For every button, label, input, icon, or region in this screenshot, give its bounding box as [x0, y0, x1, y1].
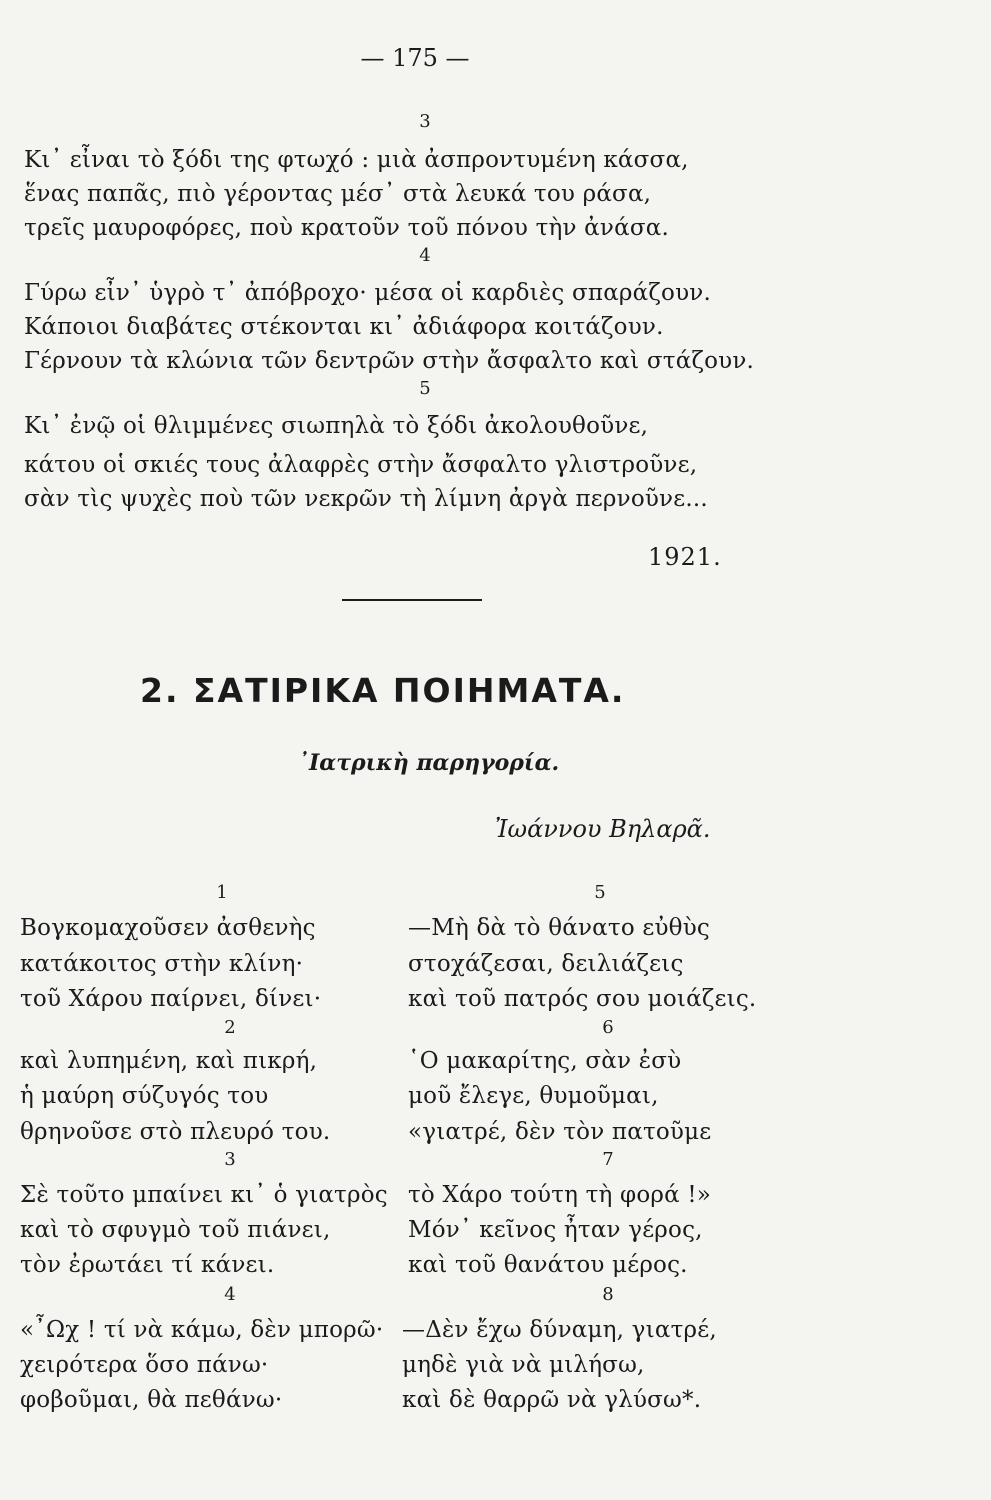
verse-line: μοῦ ἔλεγε, θυμοῦμαι, [408, 1083, 659, 1109]
stanza-number: 3 [419, 111, 431, 132]
verse-line: ἕνας παπᾶς, πιὸ γέροντας μέσ᾿ στὰ λευκά του ράσα, [24, 181, 652, 207]
verse-line: Κι᾿ ἐνῷ οἱ θλιμμένες σιωπηλὰ τὸ ξόδι ἀκολουθοῦνε, [24, 413, 649, 439]
verse-line: Γύρω εἶν᾿ ὑγρὸ τ᾿ ἀπόβροχο· μέσα οἱ καρδιὲς σπαράζουν. [24, 280, 711, 306]
verse-line: ῾Ο μακαρίτης, σὰν ἐσὺ [408, 1048, 682, 1074]
verse-line: θρηνοῦσε στὸ πλευρό του. [20, 1119, 331, 1145]
stanza-number: 4 [419, 245, 431, 266]
section-heading: 2. ΣΑΤΙΡΙΚΑ ΠΟΙΗΜΑΤΑ. [140, 671, 626, 710]
verse-line: καὶ δὲ θαρρῶ νὰ γλύσω*. [402, 1387, 702, 1413]
verse-line: καὶ τὸ σφυγμὸ τοῦ πιάνει, [20, 1217, 331, 1243]
page-number: — 175 — [360, 44, 470, 72]
stanza-number: 5 [594, 882, 606, 903]
section-divider [342, 599, 482, 601]
verse-line: χειρότερα ὅσο πάνω· [20, 1352, 269, 1378]
stanza-number: 3 [224, 1149, 236, 1170]
verse-line: τὸ Χάρο τούτη τὴ φορά !» [408, 1182, 712, 1208]
stanza-number: 1 [216, 882, 228, 903]
verse-line: μηδὲ γιὰ νὰ μιλήσω, [402, 1352, 645, 1378]
poem-year: 1921. [648, 543, 722, 571]
stanza-number: 6 [602, 1017, 614, 1038]
verse-line: τὸν ἐρωτάει τί κάνει. [20, 1252, 275, 1278]
verse-line: Σὲ τοῦτο μπαίνει κι᾿ ὁ γιατρὸς [20, 1182, 388, 1208]
verse-line: καὶ τοῦ θανάτου μέρος. [408, 1252, 688, 1278]
verse-line: «῏Ωχ ! τί νὰ κάμω, δὲν μπορῶ· [20, 1317, 384, 1343]
stanza-number: 4 [224, 1284, 236, 1305]
verse-line: —Μὴ δὰ τὸ θάνατο εὐθὺς [408, 915, 710, 941]
stanza-number: 2 [224, 1017, 236, 1038]
verse-line: στοχάζεσαι, δειλιάζεις [408, 951, 684, 977]
verse-line: κάτου οἱ σκιές τους ἀλαφρὲς στὴν ἄσφαλτο γλιστροῦνε, [24, 452, 698, 478]
verse-line: καὶ τοῦ πατρός σου μοιάζεις. [408, 986, 757, 1012]
verse-line: Βογκομαχοῦσεν ἀσθενὴς [20, 915, 316, 941]
verse-line: καὶ λυπημένη, καὶ πικρή, [20, 1048, 318, 1074]
verse-line: τρεῖς μαυροφόρες, ποὺ κρατοῦν τοῦ πόνου τὴν ἀνάσα. [24, 215, 669, 241]
poem-title: ᾿Ιατρικὴ παρηγορία. [298, 750, 560, 776]
verse-line: Μόν᾿ κεῖνος ἦταν γέρος, [408, 1217, 703, 1243]
poem-author: Ἰωάννου Βηλαρᾶ. [495, 815, 711, 843]
verse-line: κατάκοιτος στὴν κλίνη· [20, 951, 304, 977]
verse-line: —Δὲν ἔχω δύναμη, γιατρέ, [402, 1317, 717, 1343]
stanza-number: 5 [419, 378, 431, 399]
verse-line: φοβοῦμαι, θὰ πεθάνω· [20, 1387, 283, 1413]
verse-line: «γιατρέ, δὲν τὸν πατοῦμε [408, 1119, 712, 1145]
verse-line: Κάποιοι διαβάτες στέκονται κι᾿ ἀδιάφορα κοιτάζουν. [24, 314, 664, 340]
verse-line: Κι᾿ εἶναι τὸ ξόδι της φτωχό : μιὰ ἀσπροντυμένη κάσσα, [24, 147, 689, 173]
verse-line: τοῦ Χάρου παίρνει, δίνει· [20, 986, 322, 1012]
stanza-number: 7 [602, 1149, 614, 1170]
stanza-number: 8 [602, 1284, 614, 1305]
verse-line: σὰν τὶς ψυχὲς ποὺ τῶν νεκρῶν τὴ λίμνη ἀργὰ περνοῦνε... [24, 486, 708, 512]
verse-line: ἡ μαύρη σύζυγός του [20, 1083, 269, 1109]
verse-line: Γέρνουν τὰ κλώνια τῶν δεντρῶν στὴν ἄσφαλτο καὶ στάζουν. [24, 348, 755, 374]
